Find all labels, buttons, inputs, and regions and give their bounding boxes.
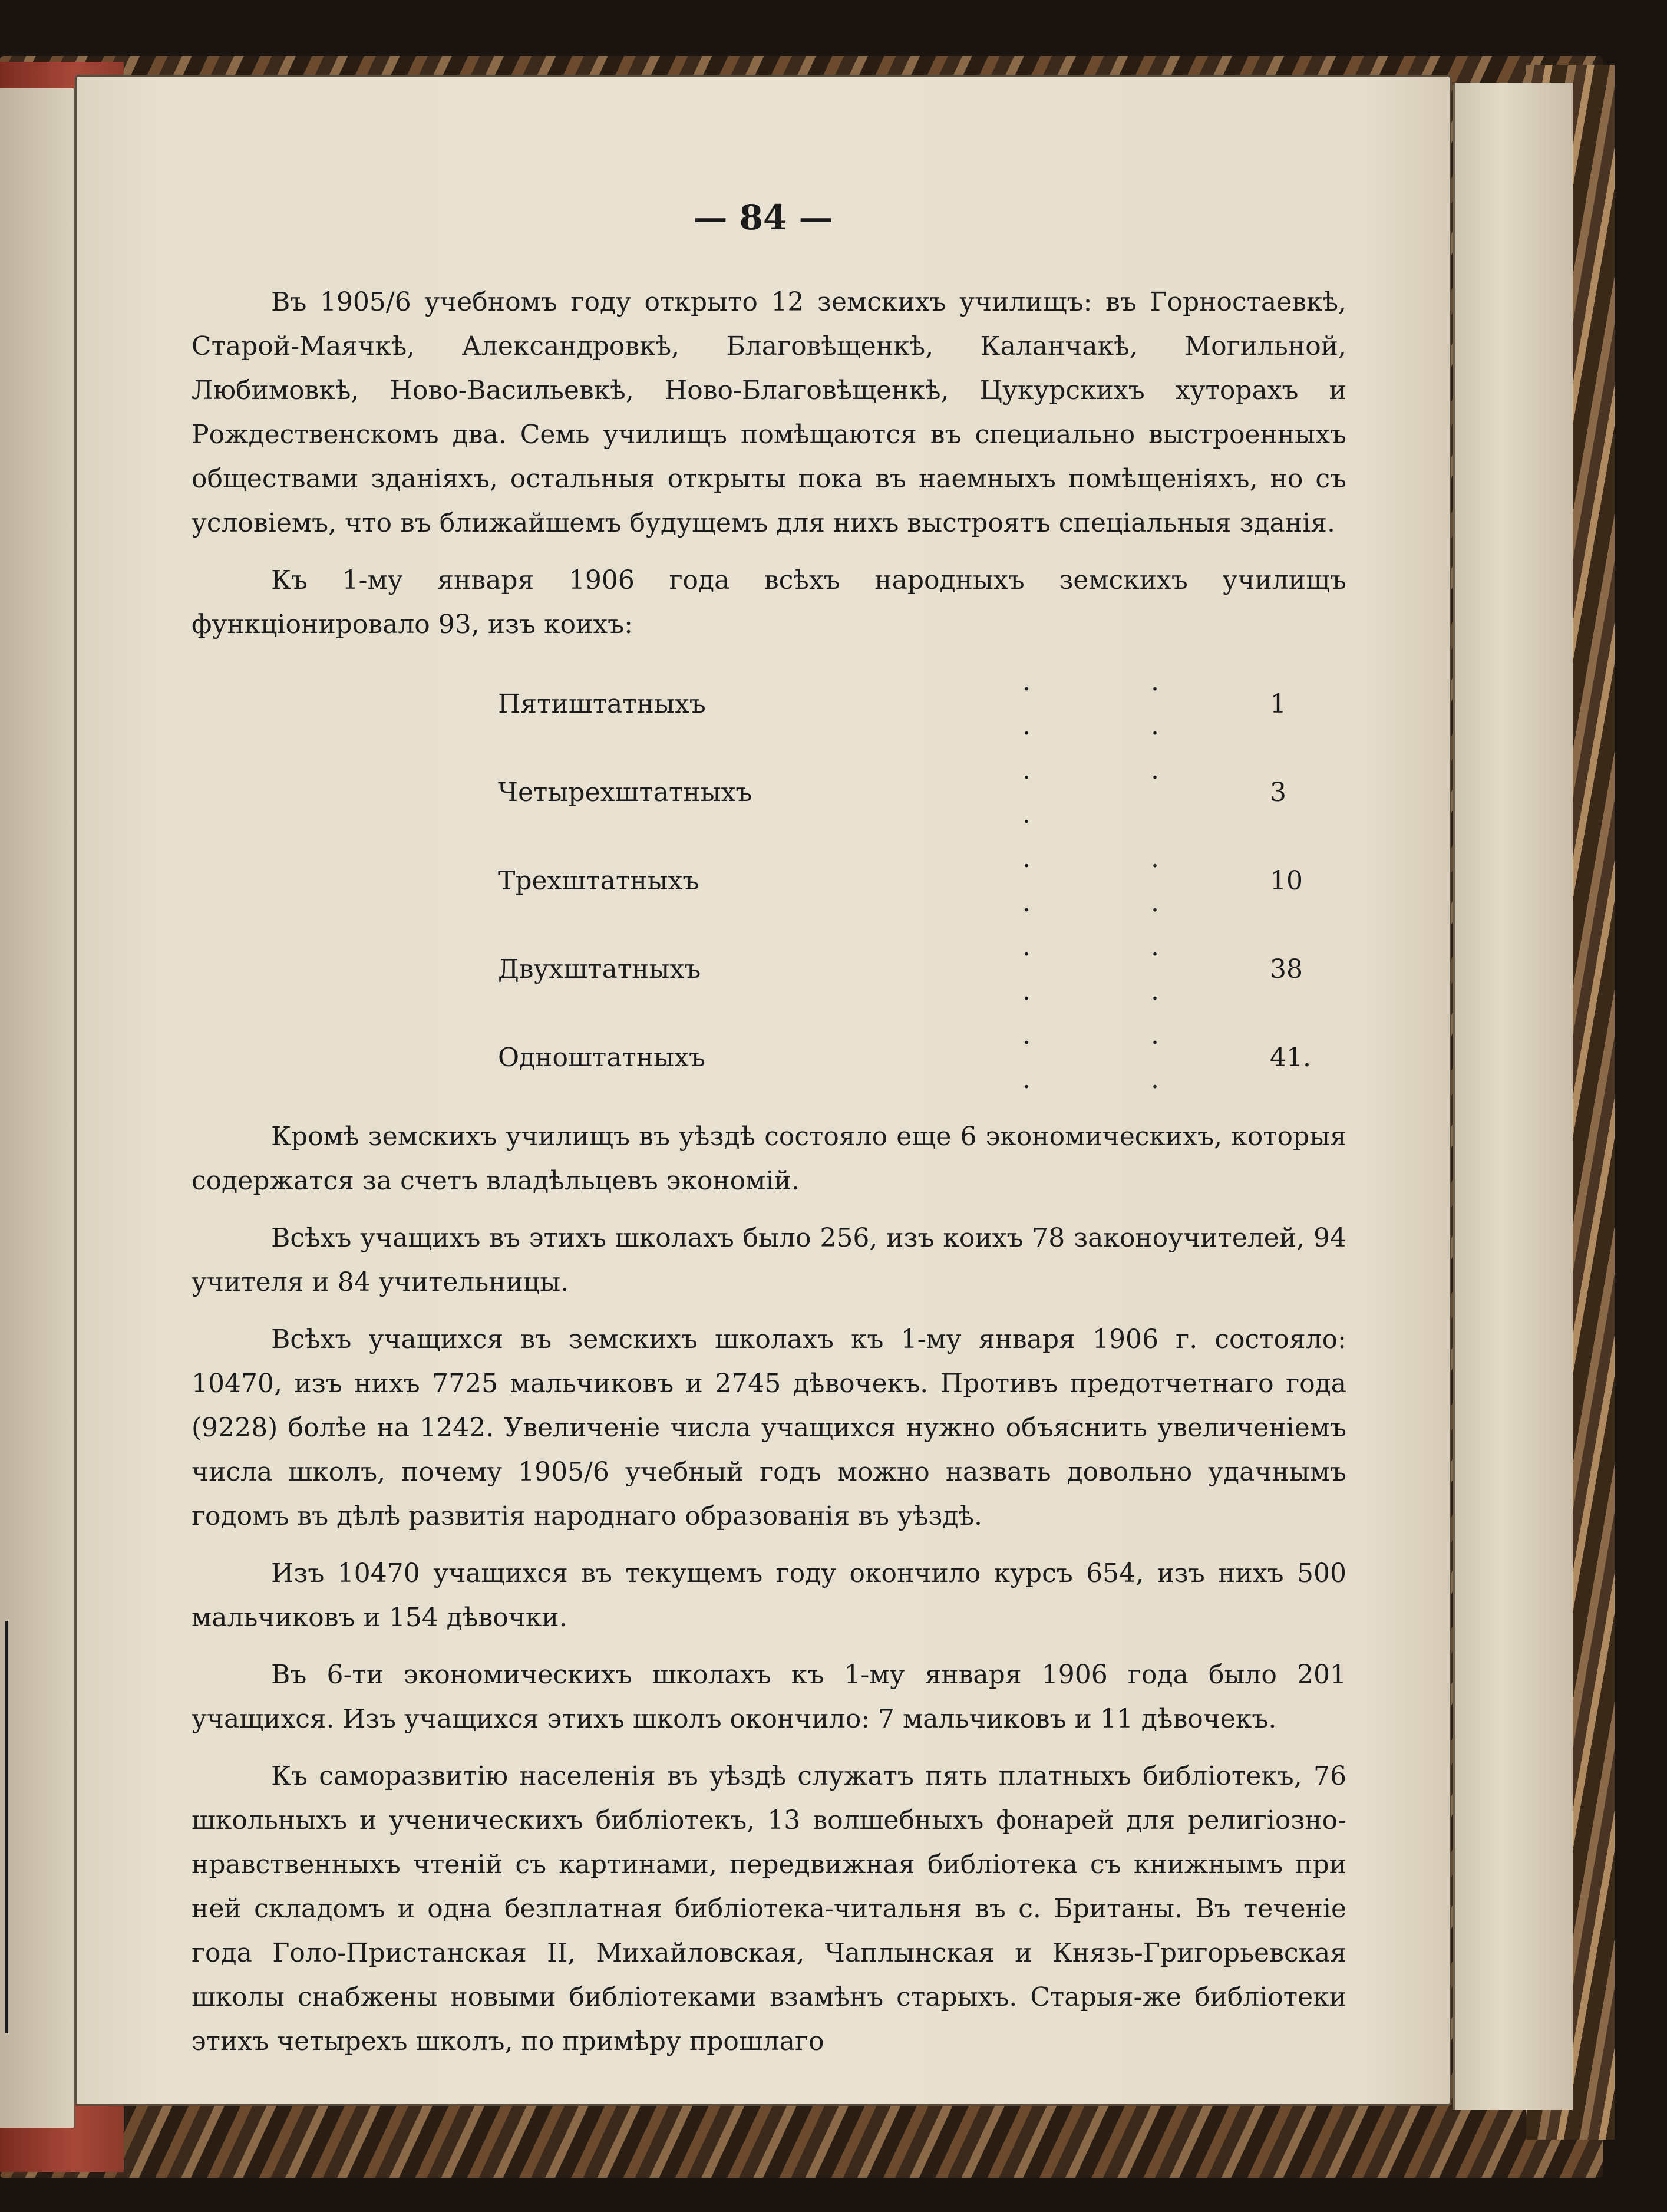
school-type-count: 3: [1270, 777, 1286, 807]
paragraph-school-count: Къ 1-му января 1906 года всѣхъ народныхъ земскихъ училищъ функціонировало 93, изъ коихъ:: [192, 565, 1346, 639]
school-type-label: Четырехштатныхъ: [498, 777, 752, 807]
school-type-label: Одноштатныхъ: [498, 1042, 705, 1073]
school-type-label: Пятиштатныхъ: [498, 688, 706, 719]
leader-dots: . . . .: [1022, 932, 1215, 1006]
school-types-table: [192, 660, 1346, 1102]
leader-dots: . . . .: [1022, 1020, 1215, 1095]
table-row: [192, 925, 1346, 1013]
leader-dots: . . . .: [1022, 843, 1215, 918]
page-number: — 84 —: [693, 197, 833, 238]
leader-dots: . . . .: [1022, 667, 1215, 741]
paragraph-teachers: Всѣхъ учащихъ въ этихъ школахъ было 256, изъ коихъ 78 законоучителей, 94 учителя и 84 учительницы.: [192, 1223, 1346, 1297]
school-type-count: 10: [1270, 865, 1303, 896]
paragraph-libraries: Къ саморазвитію населенія въ уѣздѣ служатъ пять платныхъ библіотекъ, 76 школьныхъ и ученическихъ библіотекъ, 13 волшебныхъ фонарей для религіозно-нравственныхъ чтеній съ картинами, передвижная библіотека съ книжнымъ при ней складомъ и одна безплатная библіотека-читальня въ с. Британы. Въ теченіе года Голо-Пристанская II, Михайловская, Чаплынская и Князь-Григорьевская школы снабжены новыми библіотеками взамѣнъ старыхъ. Старыя-же библіотеки этихъ четырехъ школъ, по примѣру прошлаго: [192, 1761, 1346, 2056]
paragraph-pupils: Всѣхъ учащихся въ земскихъ школахъ къ 1-му января 1906 г. состояло: 10470, изъ нихъ 7725 мальчиковъ и 2745 дѣвочекъ. Противъ предотчетнаго года (9228) болѣе на 1242. Увеличеніе числа учащихся нужно объяснить увеличеніемъ числа школъ, почему 1905/6 учебный годъ можно назвать довольно удачнымъ годомъ въ дѣлѣ развитія народнаго образованія въ уѣздѣ.: [192, 1324, 1346, 1531]
page-body: [192, 280, 1346, 2076]
school-type-label: Трехштатныхъ: [498, 865, 699, 896]
paragraph-economic-schools: Кромѣ земскихъ училищъ въ уѣздѣ состояло еще 6 экономическихъ, которыя содержатся за счетъ владѣльцевъ экономій.: [192, 1122, 1346, 1196]
document-page: [77, 77, 1450, 2104]
leader-dots: . . .: [1022, 755, 1215, 829]
school-type-count: 1: [1270, 688, 1286, 719]
school-type-count: 41.: [1270, 1042, 1311, 1073]
school-type-label: Двухштатныхъ: [498, 954, 701, 984]
left-page-rule: [5, 1621, 8, 2033]
school-type-count: 38: [1270, 954, 1303, 984]
table-row: [192, 748, 1346, 836]
table-row: [192, 836, 1346, 925]
table-row: [192, 660, 1346, 748]
table-row: [192, 1013, 1346, 1102]
right-page-edge: [1453, 83, 1573, 2110]
paragraph-graduates: Изъ 10470 учащихся въ текущемъ году окончило курсъ 654, изъ нихъ 500 мальчиковъ и 154 дѣвочки.: [192, 1558, 1346, 1633]
paragraph-new-schools: Въ 1905/6 учебномъ году открыто 12 земскихъ училищъ: въ Горностаевкѣ, Старой-Маячкѣ, Александровкѣ, Благовѣщенкѣ, Каланчакѣ, Могильной, Любимовкѣ, Ново-Васильевкѣ, Ново-Благовѣщенкѣ, Цукурскихъ хуторахъ и Рождественскомъ два. Семь училищъ помѣщаются въ специально выстроенныхъ обществами зданіяхъ, остальныя открыты пока въ наемныхъ помѣщеніяхъ, но съ условіемъ, что въ ближайшемъ будущемъ для нихъ выстроятъ спеціальныя зданія.: [192, 287, 1346, 538]
paragraph-economic-pupils: Въ 6-ти экономическихъ школахъ къ 1-му января 1906 года было 201 учащихся. Изъ учащихся этихъ школъ окончило: 7 мальчиковъ и 11 дѣвочекъ.: [192, 1660, 1346, 1734]
left-page-edge: [0, 88, 75, 2128]
